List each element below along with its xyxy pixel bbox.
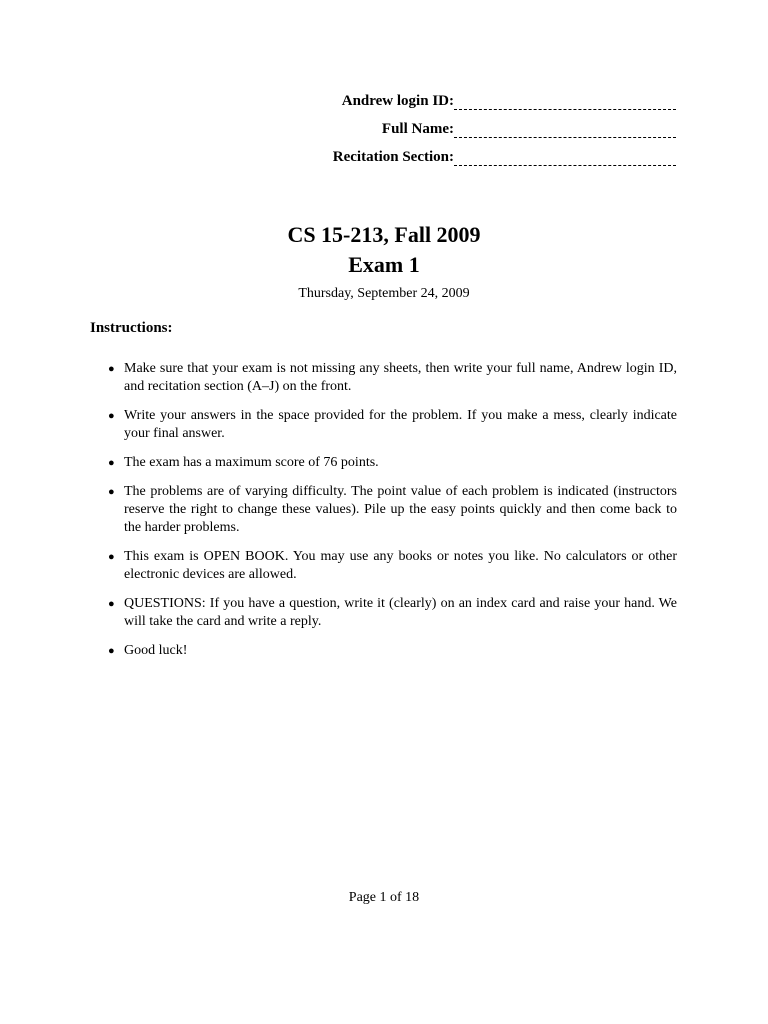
andrew-login-label: Andrew login ID: [341, 93, 454, 109]
instruction-text: Write your answers in the space provided for the problem. If you make a mess, clearly indicate your final answer. [124, 408, 677, 441]
full-name-label: Full Name: [381, 121, 454, 137]
instruction-text: Make sure that your exam is not missing any sheets, then write your full name, Andrew login ID, and recitation section (A–J) on the front. [124, 361, 677, 394]
bullet-icon: ● [108, 457, 115, 469]
bullet-icon: ● [108, 486, 115, 498]
instructions-heading: Instructions: [90, 320, 173, 336]
exam-date: Thursday, September 24, 2009 [298, 286, 470, 301]
full-name-row [256, 118, 676, 138]
bullet-icon: ● [108, 598, 115, 610]
instruction-item [106, 595, 677, 631]
instruction-text: Good luck! [124, 643, 188, 658]
instruction-item [106, 360, 677, 396]
exam-title: Exam 1 [348, 252, 420, 277]
page-number: Page 1 of 18 [348, 890, 420, 905]
bullet-icon: ● [108, 363, 115, 375]
instruction-item [106, 483, 677, 537]
full-name-field[interactable] [454, 123, 676, 138]
andrew-login-field[interactable] [454, 95, 676, 110]
instruction-text: The exam has a maximum score of 76 points. [124, 455, 379, 470]
instruction-text: The problems are of varying difficulty. The point value of each problem is indicated (instructors reserve the right to change these values). Pile up the easy points quickly and then come back to the harder problems. [124, 484, 677, 535]
exam-title-block [0, 220, 768, 302]
instruction-text: QUESTIONS: If you have a question, write it (clearly) on an index card and raise your hand. We will take the card and write a reply. [124, 596, 677, 629]
instructions-list [106, 360, 677, 671]
instruction-text: This exam is OPEN BOOK. You may use any books or notes you like. No calculators or other electronic devices are allowed. [124, 549, 677, 582]
recitation-label: Recitation Section: [332, 149, 454, 165]
recitation-row [256, 146, 676, 166]
instruction-item [106, 454, 677, 472]
recitation-field[interactable] [454, 151, 676, 166]
instruction-item [106, 642, 677, 660]
instruction-item [106, 548, 677, 584]
bullet-icon: ● [108, 645, 115, 657]
bullet-icon: ● [108, 410, 115, 422]
bullet-icon: ● [108, 551, 115, 563]
instruction-item [106, 407, 677, 443]
student-id-fields [256, 90, 676, 174]
course-title: CS 15-213, Fall 2009 [287, 222, 481, 247]
andrew-login-row [256, 90, 676, 110]
